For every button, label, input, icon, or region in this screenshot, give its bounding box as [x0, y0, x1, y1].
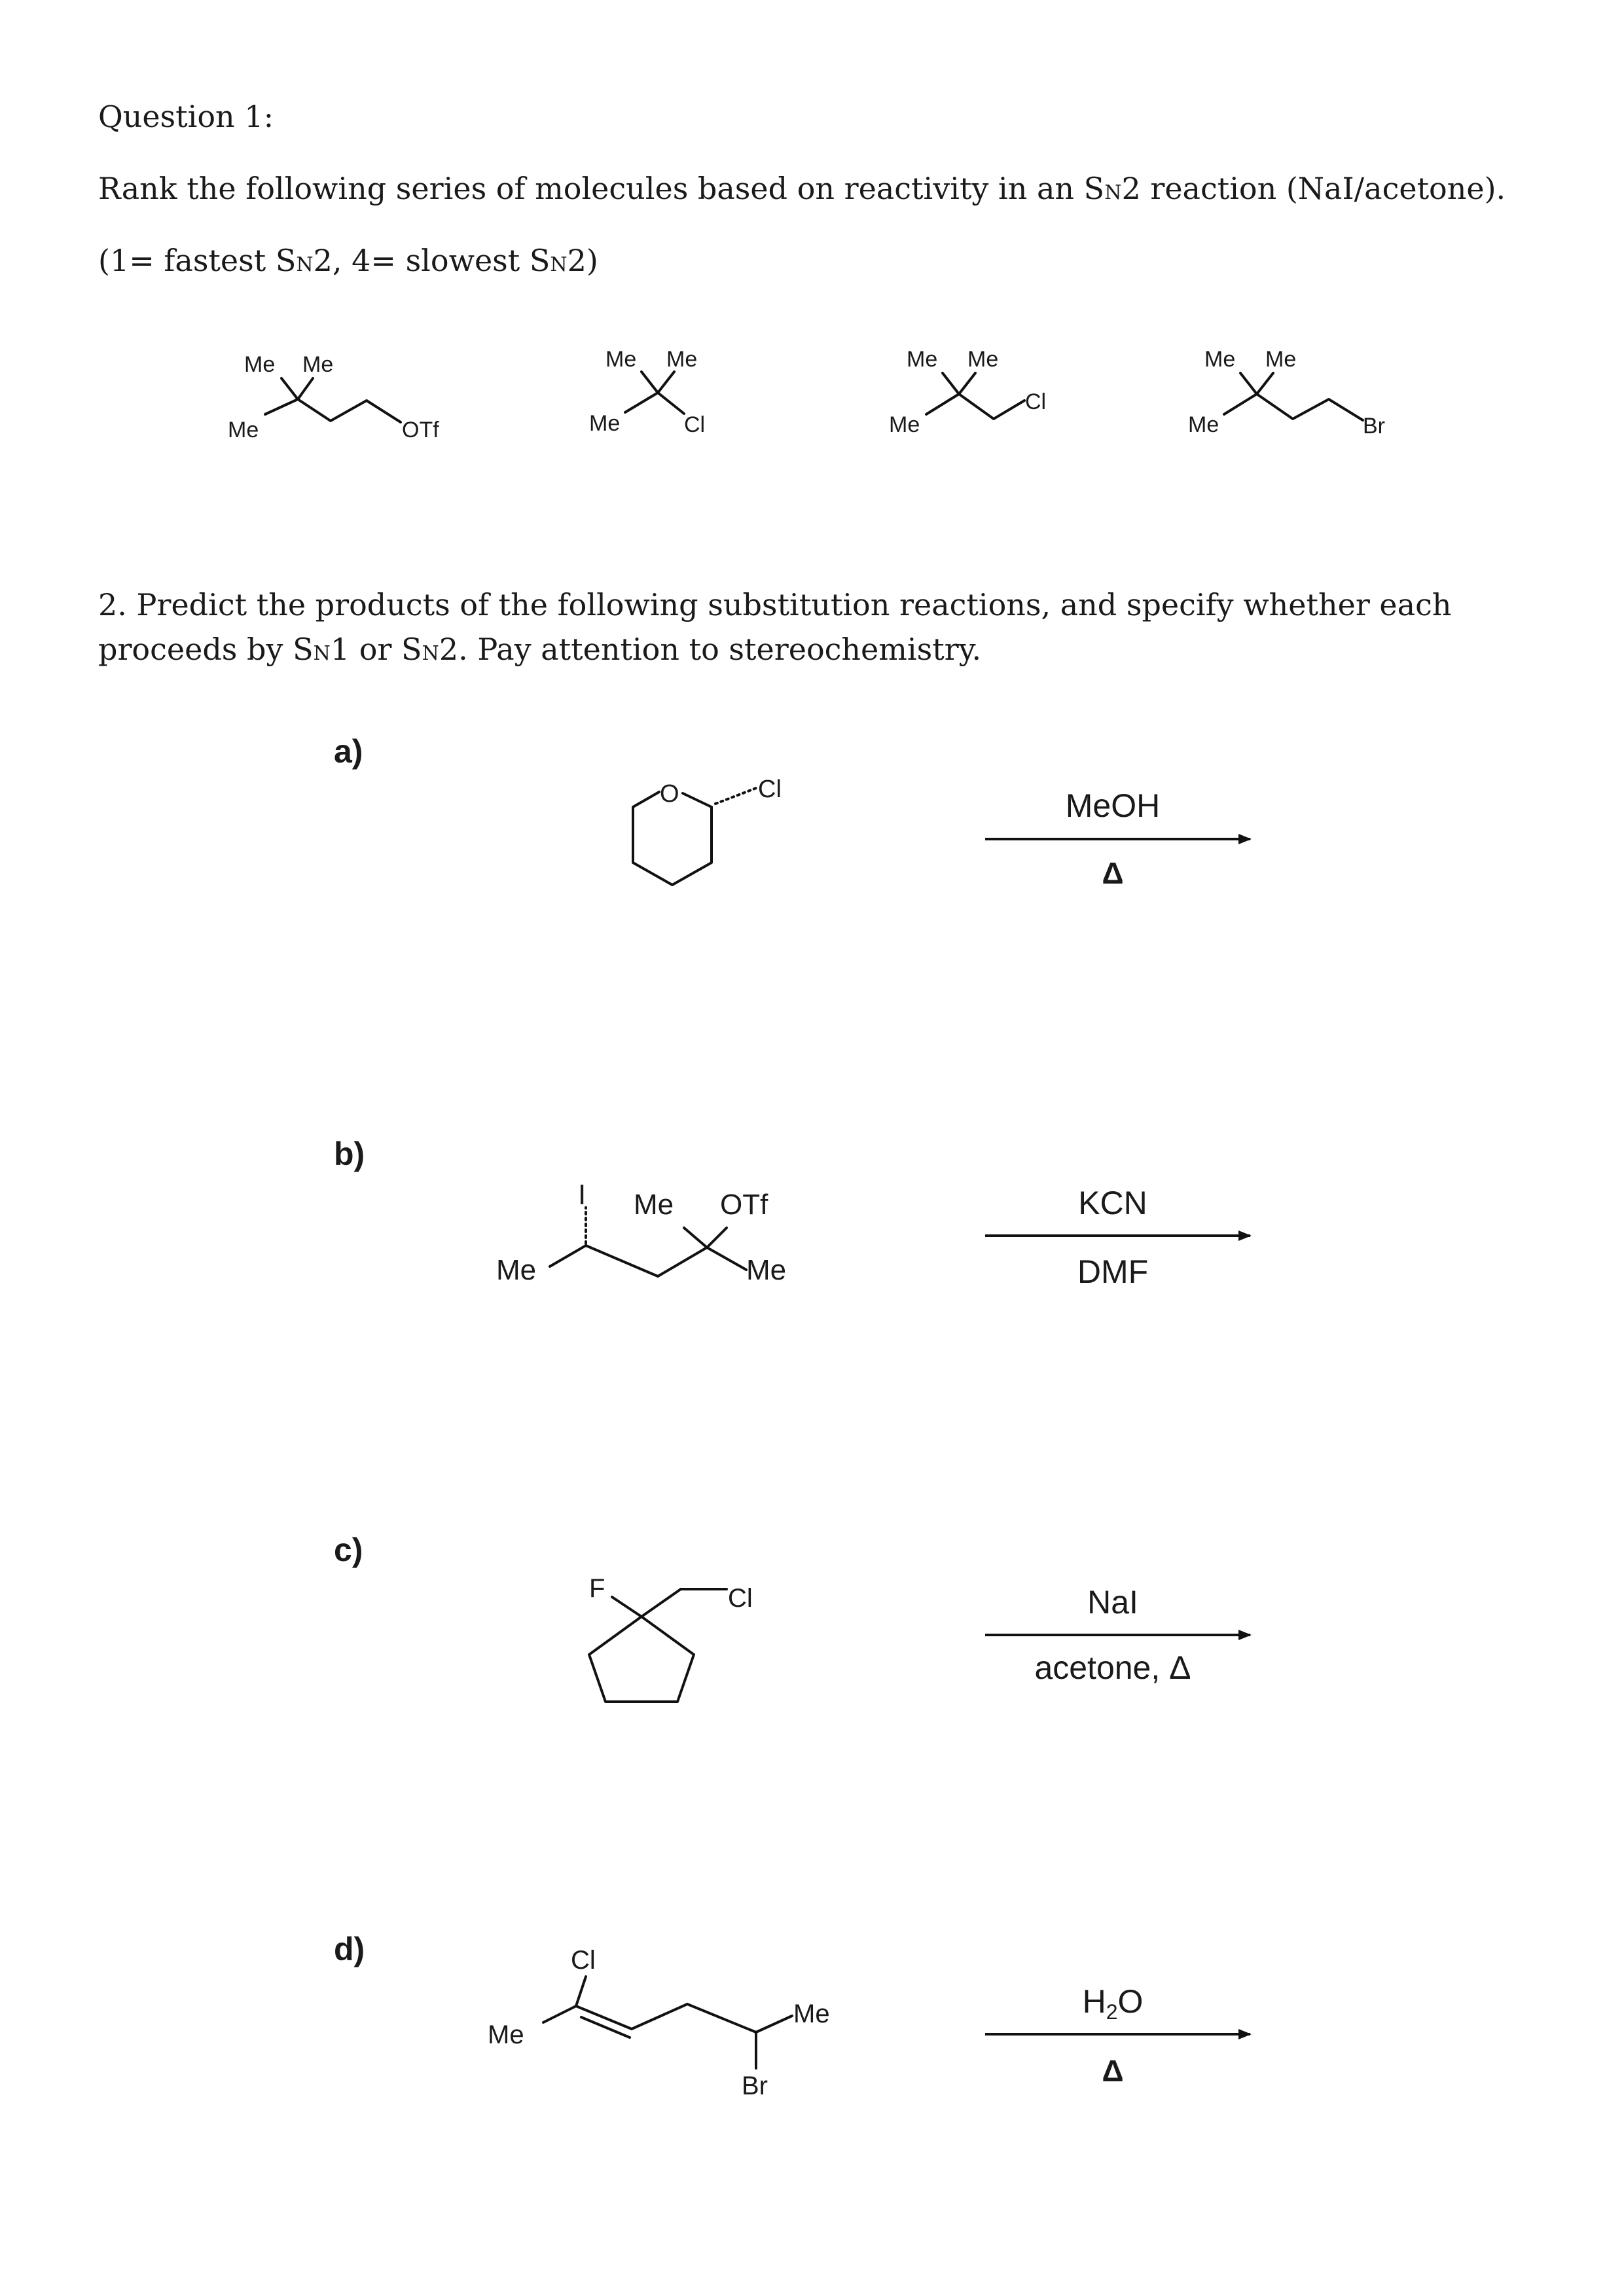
otf-bond: [707, 1228, 727, 1247]
atom-label-me: Me: [793, 2000, 830, 2028]
methyl-bond: [298, 378, 313, 399]
instruction-part: 2. Pay attention to stereochemistry.: [439, 632, 982, 667]
ring-bond: [683, 793, 712, 807]
reagent-subscript: 2: [1106, 2000, 1118, 2024]
reagent-h: H: [1082, 1983, 1106, 2020]
atom-label-me: Me: [634, 1189, 674, 1221]
atom-label-me: Me: [605, 347, 637, 372]
part-label-a: a): [334, 733, 363, 770]
atom-label-f: F: [589, 1574, 605, 1603]
tetrahydropyran-chloride: [633, 776, 782, 885]
atom-label-me: Me: [967, 347, 999, 372]
reagent-top: [1083, 1983, 1144, 2024]
carbon-chain: [550, 1246, 746, 1276]
atom-label-me: Me: [746, 1254, 787, 1286]
methyl-bond: [684, 1228, 707, 1247]
molecule-otf: [228, 352, 439, 442]
atom-label-me: Me: [228, 418, 259, 442]
methyl-bond: [959, 373, 975, 394]
ch2-bond: [641, 1589, 681, 1617]
atom-label-cl: Cl: [571, 1946, 596, 1975]
methyl-bond: [658, 372, 674, 393]
instruction-part: 2. Predict the products of the following substitution reactions, and specify whether each proceeds by S: [98, 587, 1452, 667]
subscript-n: N: [1104, 181, 1122, 204]
fluoro-cyclopentane-molecule: [589, 1574, 753, 1702]
reagent-top: KCN: [1078, 1185, 1147, 1221]
scale-part: 2, 4= slowest S: [313, 243, 550, 278]
methyl-bond: [756, 2016, 792, 2032]
atom-label-i: I: [578, 1179, 586, 1211]
methyl-bond: [1240, 373, 1257, 394]
atom-label-me: Me: [907, 347, 938, 372]
carbon-chain: [1224, 394, 1363, 420]
atom-label-br: Br: [742, 2072, 768, 2100]
reagent-o: O: [1117, 1983, 1144, 2020]
atom-label-cl: Cl: [684, 412, 706, 437]
atom-label-me: Me: [244, 352, 276, 377]
cyclopentane-ring: [589, 1617, 694, 1702]
atom-label-cl: Cl: [758, 776, 782, 803]
part-label-b: b): [334, 1136, 365, 1172]
reagent-bottom: Δ: [1102, 2054, 1124, 2088]
reagent-bottom: DMF: [1077, 1253, 1149, 1290]
reagent-top: MeOH: [1065, 787, 1161, 824]
atom-label-me: Me: [1188, 412, 1219, 437]
part-label-c: c): [334, 1532, 363, 1568]
cl-bond: [576, 1977, 586, 2006]
subscript-n: N: [296, 253, 314, 276]
carbon-bond: [632, 2004, 687, 2029]
subscript-n: N: [313, 642, 331, 665]
methyl-bond: [543, 2006, 576, 2022]
carbon-chain: [625, 393, 684, 414]
question-1-title: Question 1:: [98, 99, 274, 134]
atom-label-cl: Cl: [728, 1584, 753, 1613]
atom-label-me: Me: [1265, 347, 1297, 372]
carbon-chain: [265, 399, 401, 422]
molecule-tertiary-chloride: [589, 347, 705, 437]
instruction-part: Rank the following series of molecules based on reactivity in an S: [98, 171, 1105, 206]
instruction-part: 2 reaction (NaI/acetone).: [1121, 171, 1506, 206]
methyl-bond: [641, 372, 658, 393]
molecule-bromide: [1188, 347, 1385, 439]
atom-label-me: Me: [302, 352, 334, 377]
subscript-n: N: [550, 253, 568, 276]
atom-label-me: Me: [589, 411, 621, 436]
atom-label-br: Br: [1363, 414, 1385, 439]
atom-label-me: Me: [496, 1254, 537, 1286]
reagent-bottom: acetone, Δ: [1034, 1649, 1191, 1686]
reagent-bottom: Δ: [1102, 856, 1124, 890]
atom-label-otf: OTf: [402, 418, 439, 442]
methyl-bond: [1257, 373, 1273, 394]
atom-label-me: Me: [488, 2020, 524, 2049]
atom-label-me: Me: [1204, 347, 1236, 372]
methyl-bond: [943, 373, 959, 394]
fluoro-bond: [612, 1597, 641, 1617]
subscript-n: N: [422, 642, 439, 665]
atom-label-otf: OTf: [720, 1189, 768, 1221]
vinyl-chloride-bromide-molecule: [488, 1946, 830, 2100]
part-label-d: d): [334, 1931, 365, 1967]
atom-label-cl: Cl: [1025, 389, 1047, 414]
methyl-bond: [281, 378, 298, 399]
reagent-top: NaI: [1087, 1584, 1138, 1621]
carbon-bond: [687, 2004, 756, 2032]
atom-label-me: Me: [889, 412, 920, 437]
scale-part: (1= fastest S: [98, 243, 297, 278]
atom-label-me: Me: [666, 347, 698, 372]
molecule-neopentyl-chloride: [889, 347, 1046, 437]
instruction-part: 1 or S: [330, 632, 422, 667]
carbon-chain: [926, 394, 1024, 419]
iodo-triflate-molecule: [496, 1179, 786, 1286]
atom-label-o: O: [660, 780, 679, 808]
scale-part: 2): [567, 243, 598, 278]
double-bond: [581, 2017, 630, 2037]
hashed-wedge: [715, 787, 758, 804]
